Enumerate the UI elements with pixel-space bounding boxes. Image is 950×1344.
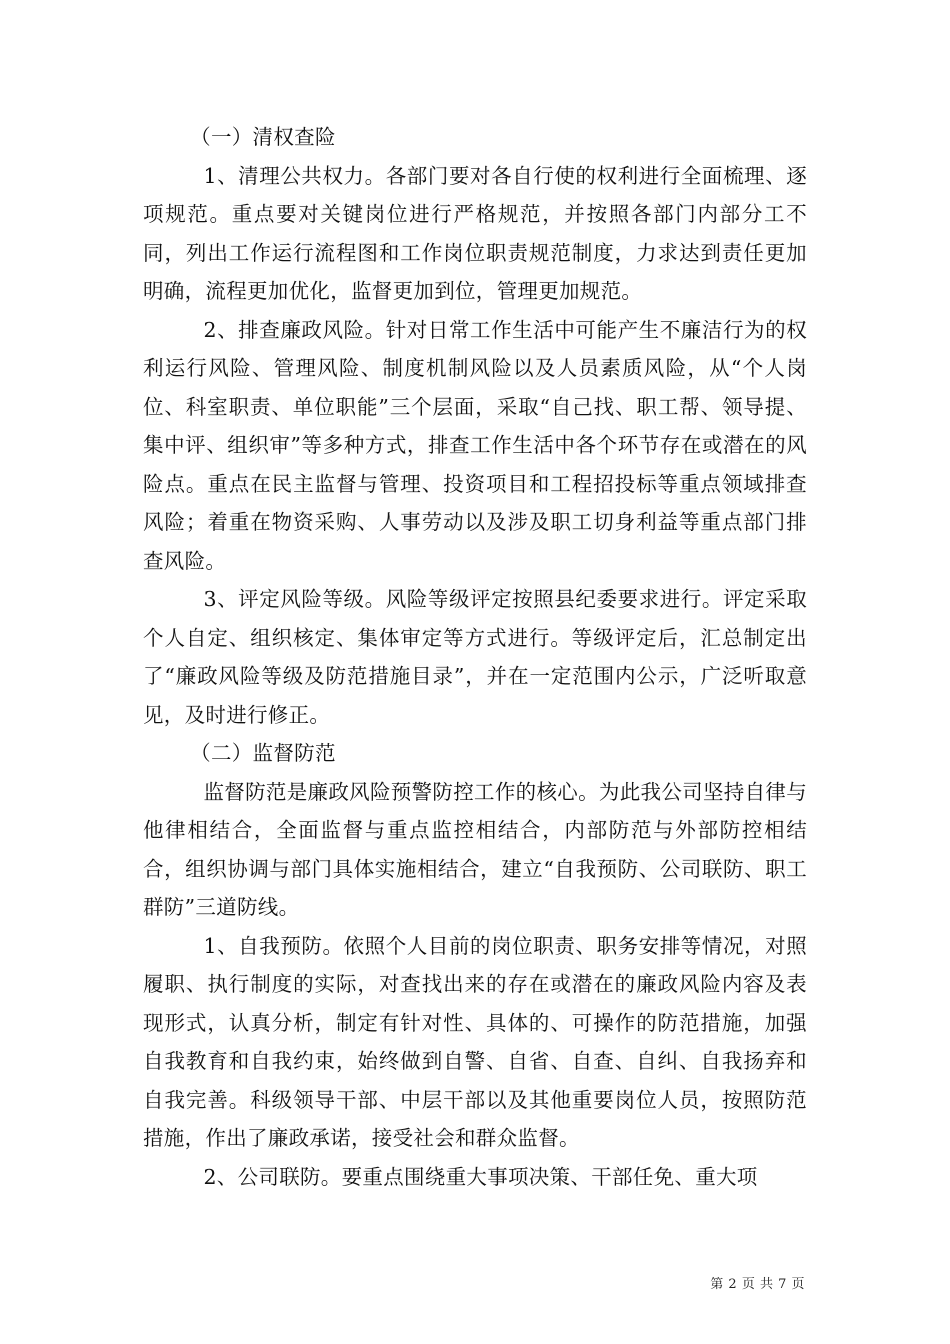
paragraph-check-risks: 2、排查廉政风险。针对日常工作生活中可能产生不廉洁行为的权利运行风险、管理风险、制度机制风险以及人员素质风险，从“个人岗位、科室职责、单位职能”三个层面，采取“自己找、职工帮、领导提、集中评、组织审”等多种方式，排查工作生活中各个环节存在或潜在的风险点。重点在民主监督与管理、投资项目和工程招投标等重点领域排查风险；着重在物资采购、人事劳动以及涉及职工切身利益等重点部门排查风险。 — [143, 317, 807, 573]
paragraph-clean-public-power: 1、清理公共权力。各部门要对各自行使的权利进行全面梳理、逐项规范。重点要对关键岗位进行严格规范，并按照各部门内部分工不同，列出工作运行流程图和工作岗位职责规范制度，力求达到责任更加明确，流程更加优化，监督更加到位，管理更加规范。 — [143, 163, 807, 303]
page-number-footer: 第 2 页 共 7 页 — [710, 1277, 805, 1292]
section-heading-qingquan: （一）清权查险 — [190, 125, 336, 149]
paragraph-company-joint-defense: 2、公司联防。要重点围绕重大事项决策、干部任免、重大项 — [203, 1164, 758, 1189]
paragraph-supervision-core: 监督防范是廉政风险预警防控工作的核心。为此我公司坚持自律与他律相结合，全面监督与重点监控相结合，内部防范与外部防控相结合，组织协调与部门具体实施相结合，建立“自我预防、公司联防、职工群防”三道防线。 — [143, 779, 807, 919]
document-body — [143, 118, 807, 1196]
paragraph-rate-risk-levels: 3、评定风险等级。风险等级评定按照县纪委要求进行。评定采取个人自定、组织核定、集体审定等方式进行。等级评定后，汇总制定出了“廉政风险等级及防范措施目录”，并在一定范围内公示，广泛听取意见，及时进行修正。 — [143, 587, 807, 727]
section-heading-jiandu: （二）监督防范 — [190, 741, 336, 765]
paragraph-self-prevention: 1、自我预防。依照个人目前的岗位职责、职务安排等情况，对照履职、执行制度的实际，对查找出来的存在或潜在的廉政风险内容及表现形式，认真分析，制定有针对性、具体的、可操作的防范措施，加强自我教育和自我约束，始终做到自警、自省、自查、自纠、自我扬弃和自我完善。科级领导干部、中层干部以及其他重要岗位人员，按照防范措施，作出了廉政承诺，接受社会和群众监督。 — [143, 933, 807, 1150]
